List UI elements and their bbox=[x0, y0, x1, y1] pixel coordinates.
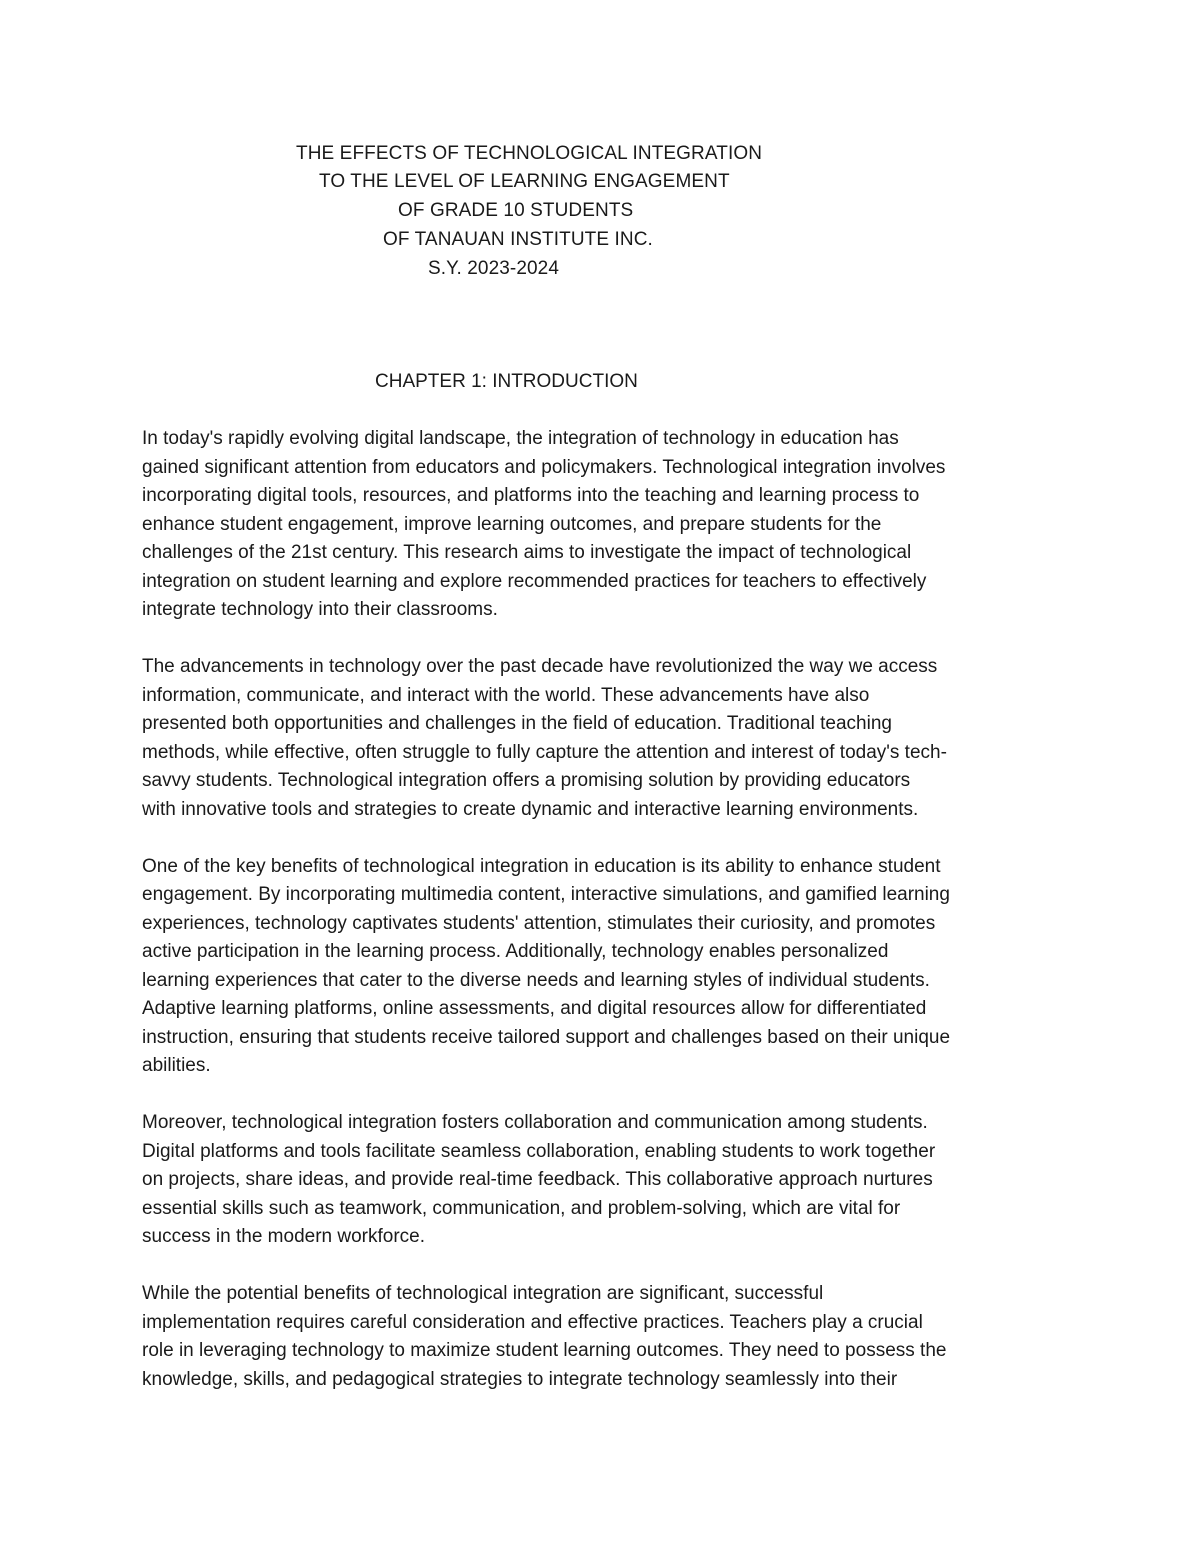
text-line: challenges of the 21st century. This research aims to investigate the impact of technological bbox=[142, 542, 912, 563]
paragraph bbox=[142, 1280, 1072, 1394]
paragraph bbox=[142, 425, 1072, 625]
text-line: implementation requires careful consideration and effective practices. Teachers play a crucial bbox=[142, 1311, 923, 1333]
paragraph bbox=[142, 853, 1072, 1081]
text-line: active participation in the learning process. Additionally, technology enables personalized bbox=[142, 941, 889, 962]
text-line: In today's rapidly evolving digital landscape, the integration of technology in education has bbox=[142, 428, 899, 449]
text-line: success in the modern workforce. bbox=[142, 1226, 426, 1247]
paragraph bbox=[142, 653, 1072, 824]
text-line: abilities. bbox=[142, 1055, 211, 1076]
title-line: S.Y. 2023-2024 bbox=[428, 258, 559, 279]
text-line: on projects, share ideas, and provide real-time feedback. This collaborative approach nurtures bbox=[142, 1169, 933, 1190]
text-line: Adaptive learning platforms, online assessments, and digital resources allow for differentiated bbox=[142, 998, 927, 1019]
text-line: role in leveraging technology to maximize student learning outcomes. They need to possess the bbox=[142, 1340, 947, 1361]
text-line: engagement. By incorporating multimedia content, interactive simulations, and gamified learning bbox=[142, 884, 950, 905]
document-body bbox=[142, 425, 1072, 1423]
text-line: instruction, ensuring that students receive tailored support and challenges based on their unique bbox=[142, 1026, 951, 1048]
paragraph bbox=[142, 1109, 1072, 1252]
text-line: presented both opportunities and challenges in the field of education. Traditional teaching bbox=[142, 713, 892, 734]
text-line: learning experiences that cater to the diverse needs and learning styles of individual students. bbox=[142, 969, 930, 991]
title-line: OF GRADE 10 STUDENTS bbox=[398, 200, 634, 221]
text-line: gained significant attention from educators and policymakers. Technological integration involves bbox=[142, 456, 946, 478]
text-line: Moreover, technological integration fosters collaboration and communication among students. bbox=[142, 1112, 928, 1133]
text-line: enhance student engagement, improve learning outcomes, and prepare students for the bbox=[142, 513, 882, 535]
text-line: Digital platforms and tools facilitate seamless collaboration, enabling students to work together bbox=[142, 1140, 936, 1162]
text-line: incorporating digital tools, resources, and platforms into the teaching and learning process to bbox=[142, 485, 920, 506]
text-line: methods, while effective, often struggle to fully capture the attention and interest of today's tech- bbox=[142, 741, 947, 763]
text-line: integrate technology into their classrooms. bbox=[142, 599, 498, 620]
text-line: The advancements in technology over the past decade have revolutionized the way we access bbox=[142, 656, 938, 677]
text-line: experiences, technology captivates students' attention, stimulates their curiosity, and promotes bbox=[142, 912, 936, 934]
text-line: with innovative tools and strategies to create dynamic and interactive learning environments. bbox=[142, 798, 919, 820]
text-line: integration on student learning and explore recommended practices for teachers to effectively bbox=[142, 570, 927, 592]
text-line: savvy students. Technological integration offers a promising solution by providing educators bbox=[142, 770, 911, 791]
text-line: information, communicate, and interact with the world. These advancements have also bbox=[142, 684, 870, 706]
text-line: One of the key benefits of technological integration in education is its ability to enhance student bbox=[142, 855, 941, 877]
title-line: TO THE LEVEL OF LEARNING ENGAGEMENT bbox=[319, 171, 730, 192]
chapter-heading: CHAPTER 1: INTRODUCTION bbox=[375, 371, 638, 392]
text-line: While the potential benefits of technological integration are significant, successful bbox=[142, 1283, 824, 1304]
title-line: OF TANAUAN INSTITUTE INC. bbox=[383, 229, 653, 250]
title-line: THE EFFECTS OF TECHNOLOGICAL INTEGRATION bbox=[296, 143, 763, 164]
text-line: knowledge, skills, and pedagogical strategies to integrate technology seamlessly into their bbox=[142, 1368, 898, 1390]
text-line: essential skills such as teamwork, communication, and problem-solving, which are vital for bbox=[142, 1197, 901, 1219]
